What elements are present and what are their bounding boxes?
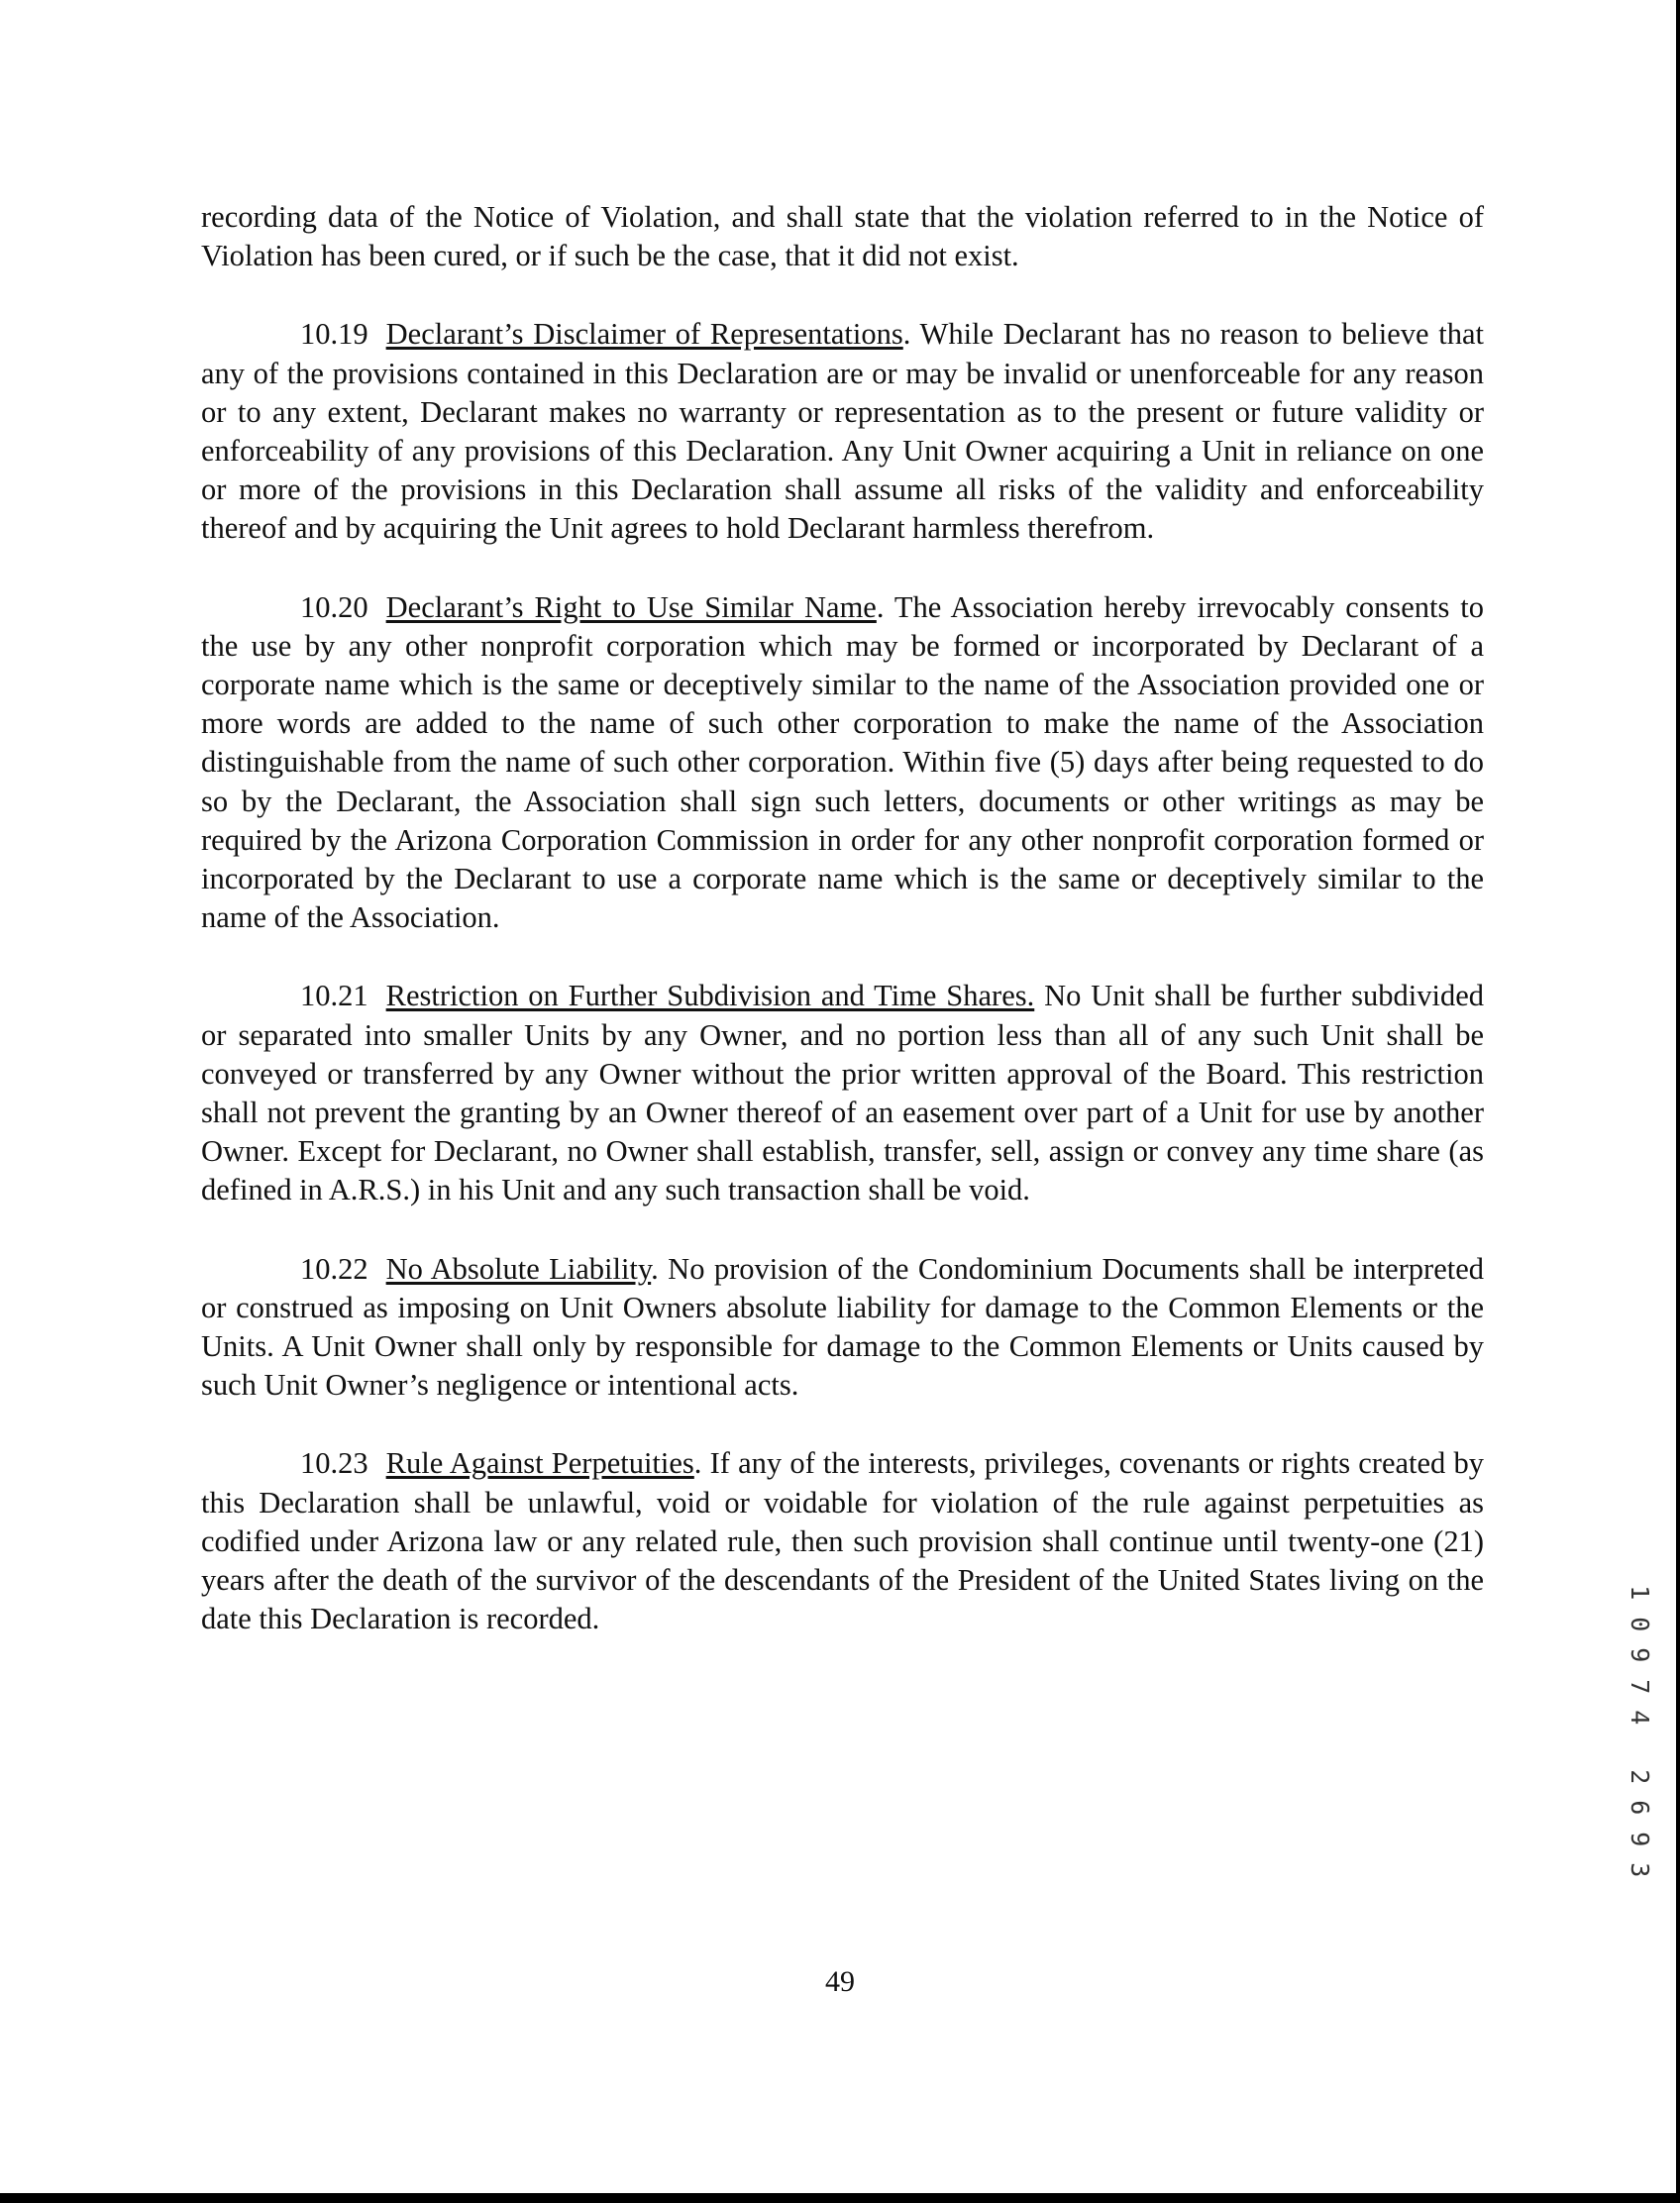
stamp-digit: 0 bbox=[1625, 1616, 1654, 1631]
section-number: 10.22 bbox=[300, 1251, 368, 1286]
section-title-suffix: . bbox=[693, 1446, 702, 1481]
section-title: Declarant’s Right to Use Similar Name bbox=[385, 589, 877, 624]
section-10-19 bbox=[201, 315, 1484, 548]
scan-border-bottom bbox=[0, 2193, 1680, 2203]
section-10-22 bbox=[201, 1250, 1484, 1406]
scan-border-right bbox=[1676, 0, 1680, 2203]
page-number: 49 bbox=[825, 1965, 855, 1998]
section-title: Declarant’s Disclaimer of Representations bbox=[385, 317, 903, 352]
section-number: 10.19 bbox=[300, 317, 368, 352]
section-title-suffix: . bbox=[902, 317, 911, 352]
section-number: 10.23 bbox=[300, 1446, 368, 1481]
section-body: While Declarant has no reason to believe that any of the provisions contained in this Declaration are or may be invalid or unenforceable for any reason or to any extent, Declarant makes no warranty or representation as to the present or future validity or enforceability of any provisions of this Declaration. Any Unit Owner acquiring a Unit in reliance on one or more of the provisions in this Declaration shall assume all risks of the validity and enforceability thereof and by acquiring the Unit agrees to hold Declarant harmless therefrom. bbox=[201, 317, 1485, 546]
stamp-digit: 1 bbox=[1625, 1585, 1654, 1601]
section-title-suffix: . bbox=[876, 589, 885, 624]
stamp-gap bbox=[1623, 1733, 1656, 1761]
stamp-digit: 3 bbox=[1625, 1862, 1654, 1878]
section-title: Restriction on Further Subdivision and Time Shares. bbox=[385, 979, 1035, 1013]
section-title: No Absolute Liability bbox=[385, 1251, 652, 1286]
stamp-digit: 7 bbox=[1625, 1678, 1654, 1694]
section-title-suffix: . bbox=[651, 1251, 659, 1286]
stamp-digit: 2 bbox=[1625, 1768, 1654, 1784]
stamp-digit: 9 bbox=[1625, 1831, 1654, 1846]
section-body: No provision of the Condominium Documents shall be interpreted or construed as imposing on Unit Owners absolute liability for damage to the Common Elements or the Units. A Unit Owner shall only by responsible for damage to the Common Elements or Units caused by such Unit Owner’s negligence or intentional acts. bbox=[201, 1251, 1484, 1403]
section-number: 10.20 bbox=[300, 589, 368, 624]
section-body: No Unit shall be further subdivided or separated into smaller Units by any Owner, and no portion less than all of any such Unit shall be conveyed or transferred by any Owner without the prior written approval of the Board. This restriction shall not prevent the granting by an Owner thereof of an easement over part of a Unit for use by another Owner. Except for Declarant, no Owner shall establish, transfer, sell, assign or convey any time share (as defined in A.R.S.) in his Unit and any such transaction shall be void. bbox=[201, 979, 1484, 1207]
section-body: The Association hereby irrevocably consents to the use by any other nonprofit corporation which may be formed or incorporated by Declarant of a corporate name which is the same or deceptively similar to the name of the Association provided one or more words are added to the name of such other corporation to make the name of the Association distinguishable from the name of such other corporation. Within five (5) days after being requested to do so by the Declarant, the Association shall sign such letters, documents or other writings as may be required by the Arizona Corporation Commission in order for any other nonprofit corporation formed or incorporated by the Declarant to use a corporate name which is the same or deceptively similar to the name of the Association. bbox=[201, 589, 1484, 935]
recording-stamp bbox=[1623, 1577, 1656, 1886]
section-10-20 bbox=[201, 588, 1484, 938]
document-body bbox=[201, 198, 1484, 1679]
stamp-digit: 4 bbox=[1625, 1710, 1654, 1726]
stamp-digit: 6 bbox=[1625, 1800, 1654, 1816]
section-10-23 bbox=[201, 1444, 1484, 1638]
section-10-21 bbox=[201, 977, 1484, 1209]
section-title: Rule Against Perpetuities bbox=[385, 1446, 694, 1481]
stamp-digit: 9 bbox=[1625, 1647, 1654, 1663]
opening-paragraph: recording data of the Notice of Violation, and shall state that the violation referred to in the Notice of Violation has been cured, or if such be the case, that it did not exist. bbox=[201, 200, 1484, 273]
section-number: 10.21 bbox=[300, 979, 368, 1013]
section-body: If any of the interests, privileges, covenants or rights created by this Declaration shall be unlawful, void or voidable for violation of the rule against perpetuities as codified under Arizona law or any related rule, then such provision shall continue until twenty-one (21) years after the death of the survivor of the descendants of the President of the United States living on the date this Declaration is recorded. bbox=[201, 1446, 1484, 1636]
